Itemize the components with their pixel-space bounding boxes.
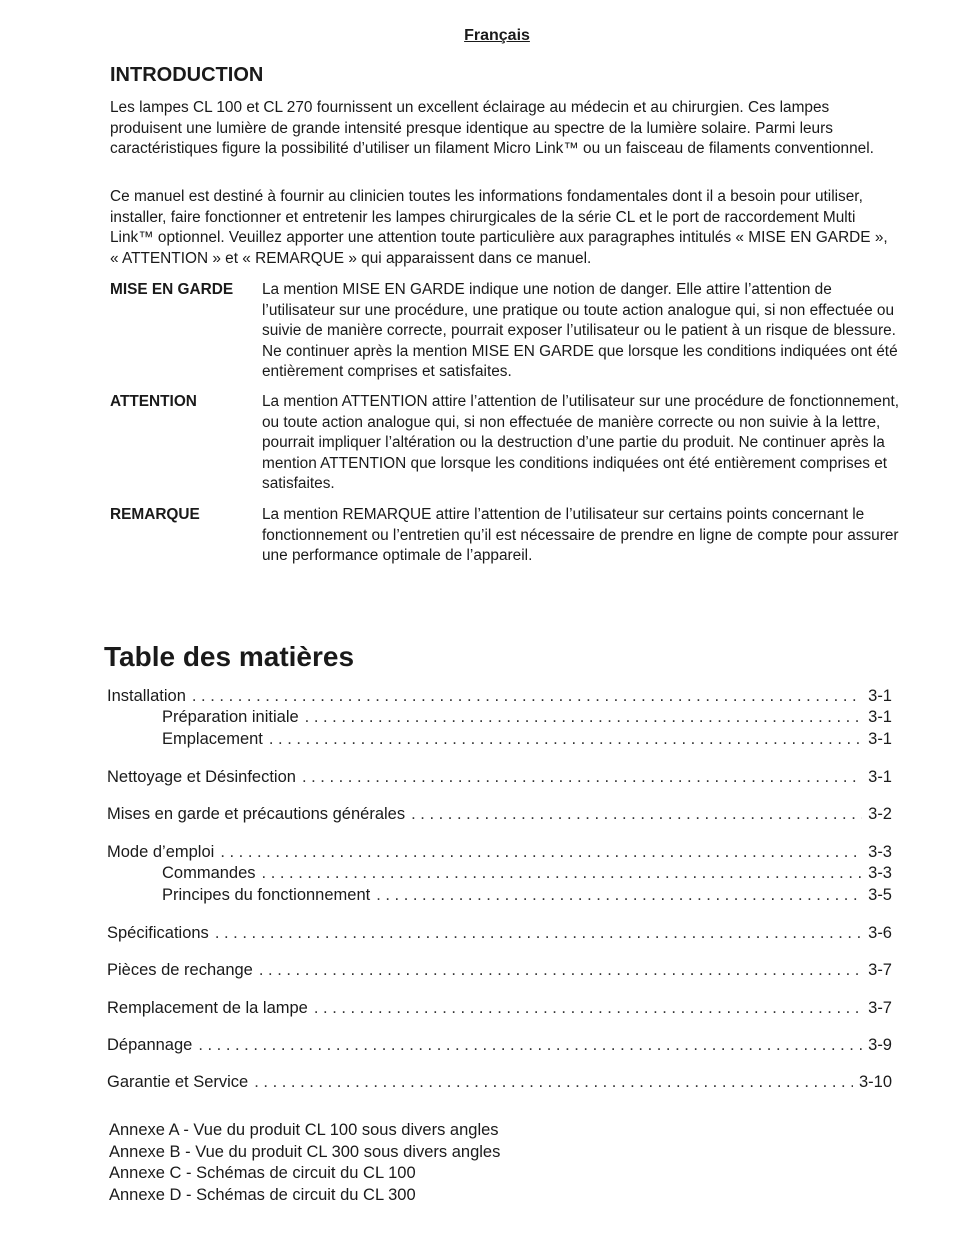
toc-leader — [192, 685, 862, 707]
toc-subentry — [162, 728, 892, 750]
definition-term: MISE EN GARDE — [110, 281, 234, 298]
annex-item: Annexe C - Schémas de circuit du CL 100 — [109, 1164, 416, 1182]
intro-title: INTRODUCTION — [110, 64, 264, 86]
toc-leader — [305, 706, 862, 728]
toc-entry-page: 3-7 — [868, 999, 892, 1017]
definition-term: ATTENTION — [110, 393, 197, 410]
toc-entry — [107, 803, 892, 825]
toc-entry-page: 3-10 — [858, 1073, 892, 1091]
toc-entry-label: Installation — [107, 687, 186, 705]
toc-title: Table des matières — [104, 641, 355, 672]
toc-leader — [376, 884, 862, 906]
toc-entry — [107, 685, 892, 707]
toc-entry — [107, 922, 892, 944]
toc-entry — [107, 841, 892, 863]
toc-entry-label: Mises en garde et précautions générales — [107, 805, 406, 823]
definition-text: La mention MISE EN GARDE indique une notion de danger. Elle attire l’attention de l’utilisateur sur une procédure, une pratique ou toute action analogue qui, si non effectuée ou suivie de manière correcte, pourrait exposer l’utilisateur ou le patient à un risque de blessure. Ne continuer après la mention MISE EN GARDE que lorsque les conditions indiquées ont été entièrement comprises et satisfaites. — [262, 281, 898, 380]
toc-leader — [259, 959, 862, 981]
toc-entry-page: 3-9 — [868, 1036, 892, 1054]
definition-text: La mention REMARQUE attire l’attention de l’utilisateur sur certains points concernant le fonctionnement ou l’entretien qu’il est nécessaire de prendre en ligne de compte pour assurer une performance optimale de l’appareil. — [262, 506, 899, 564]
toc-entry-label: Mode d’emploi — [107, 843, 215, 861]
toc-entry — [107, 959, 892, 981]
toc-entry-label: Dépannage — [107, 1036, 193, 1054]
toc-entry-page: 3-3 — [868, 843, 892, 861]
toc-entry-label: Emplacement — [162, 730, 263, 748]
toc-entry-page: 3-3 — [868, 864, 892, 882]
toc-entry-page: 3-6 — [868, 924, 892, 942]
toc-entry-label: Nettoyage et Désinfection — [107, 768, 296, 786]
toc-entry-label: Spécifications — [107, 924, 209, 942]
toc-leader — [302, 766, 862, 788]
definition-text: La mention ATTENTION attire l’attention de l’utilisateur sur une procédure de fonctionnement, ou toute action analogue qui, si non effectuée de manière correcte ou non suivie à la lettre, pourrait impliquer l’altération ou la destruction d’une partie du produit. Ne continuer après la mention ATTENTION que lorsque les conditions indiquées ont été entièrement comprises et satisfaites. — [262, 393, 900, 492]
definition-note — [110, 505, 900, 567]
toc-leader — [314, 997, 862, 1019]
toc-subentry — [162, 884, 892, 906]
toc-leader — [215, 922, 862, 944]
toc-entry-label: Pièces de rechange — [107, 961, 253, 979]
toc-entry — [107, 1071, 892, 1093]
toc-leader — [198, 1034, 862, 1056]
toc-entry-page: 3-2 — [868, 805, 892, 823]
toc-entry-label: Préparation initiale — [162, 708, 299, 726]
annex-item: Annexe D - Schémas de circuit du CL 300 — [109, 1186, 416, 1204]
toc-leader — [254, 1071, 853, 1093]
toc-entry-label: Commandes — [162, 864, 256, 882]
toc-leader — [269, 728, 862, 750]
definition-caution — [110, 392, 900, 495]
toc-entry — [107, 997, 892, 1019]
definition-warning — [110, 280, 900, 383]
language-heading: Français — [464, 27, 530, 44]
toc-leader — [411, 803, 862, 825]
toc-subentry — [162, 862, 892, 884]
toc-entry-page: 3-1 — [868, 687, 892, 705]
toc-entry-page: 3-1 — [868, 730, 892, 748]
toc-leader — [220, 841, 862, 863]
toc-entry — [107, 1034, 892, 1056]
toc-entry-label: Principes du fonctionnement — [162, 886, 371, 904]
toc-entry-page: 3-5 — [868, 886, 892, 904]
annex-item: Annexe A - Vue du produit CL 100 sous divers angles — [109, 1121, 499, 1139]
toc-entry-page: 3-1 — [868, 768, 892, 786]
toc-entry-page: 3-7 — [868, 961, 892, 979]
toc-entry — [107, 766, 892, 788]
intro-paragraph: Ce manuel est destiné à fournir au clinicien toutes les informations fondamentales dont il a besoin pour utiliser, installer, faire fonctionner et entretenir les lampes chirurgicales de la série CL et le port de raccordement Multi Link™ optionnel. Veuillez apporter une attention toute particulière aux paragraphes intitulés « MISE EN GARDE », « ATTENTION » et « REMARQUE » qui apparaissent dans ce manuel. — [110, 188, 888, 267]
toc-entry-label: Remplacement de la lampe — [107, 999, 308, 1017]
toc-entry-page: 3-1 — [868, 708, 892, 726]
definition-term: REMARQUE — [110, 506, 200, 523]
toc-subentry — [162, 706, 892, 728]
annex-item: Annexe B - Vue du produit CL 300 sous divers angles — [109, 1143, 501, 1161]
toc-leader — [262, 862, 863, 884]
intro-paragraph: Les lampes CL 100 et CL 270 fournissent un excellent éclairage au médecin et au chirurgien. Ces lampes produisent une lumière de grande intensité presque identique au spectre de la lumière solaire. Parmi leurs caractéristiques figure la possibilité d’utiliser un filament Micro Link™ ou un faisceau de filaments conventionnel. — [110, 99, 874, 157]
toc-entry-label: Garantie et Service — [107, 1073, 249, 1091]
